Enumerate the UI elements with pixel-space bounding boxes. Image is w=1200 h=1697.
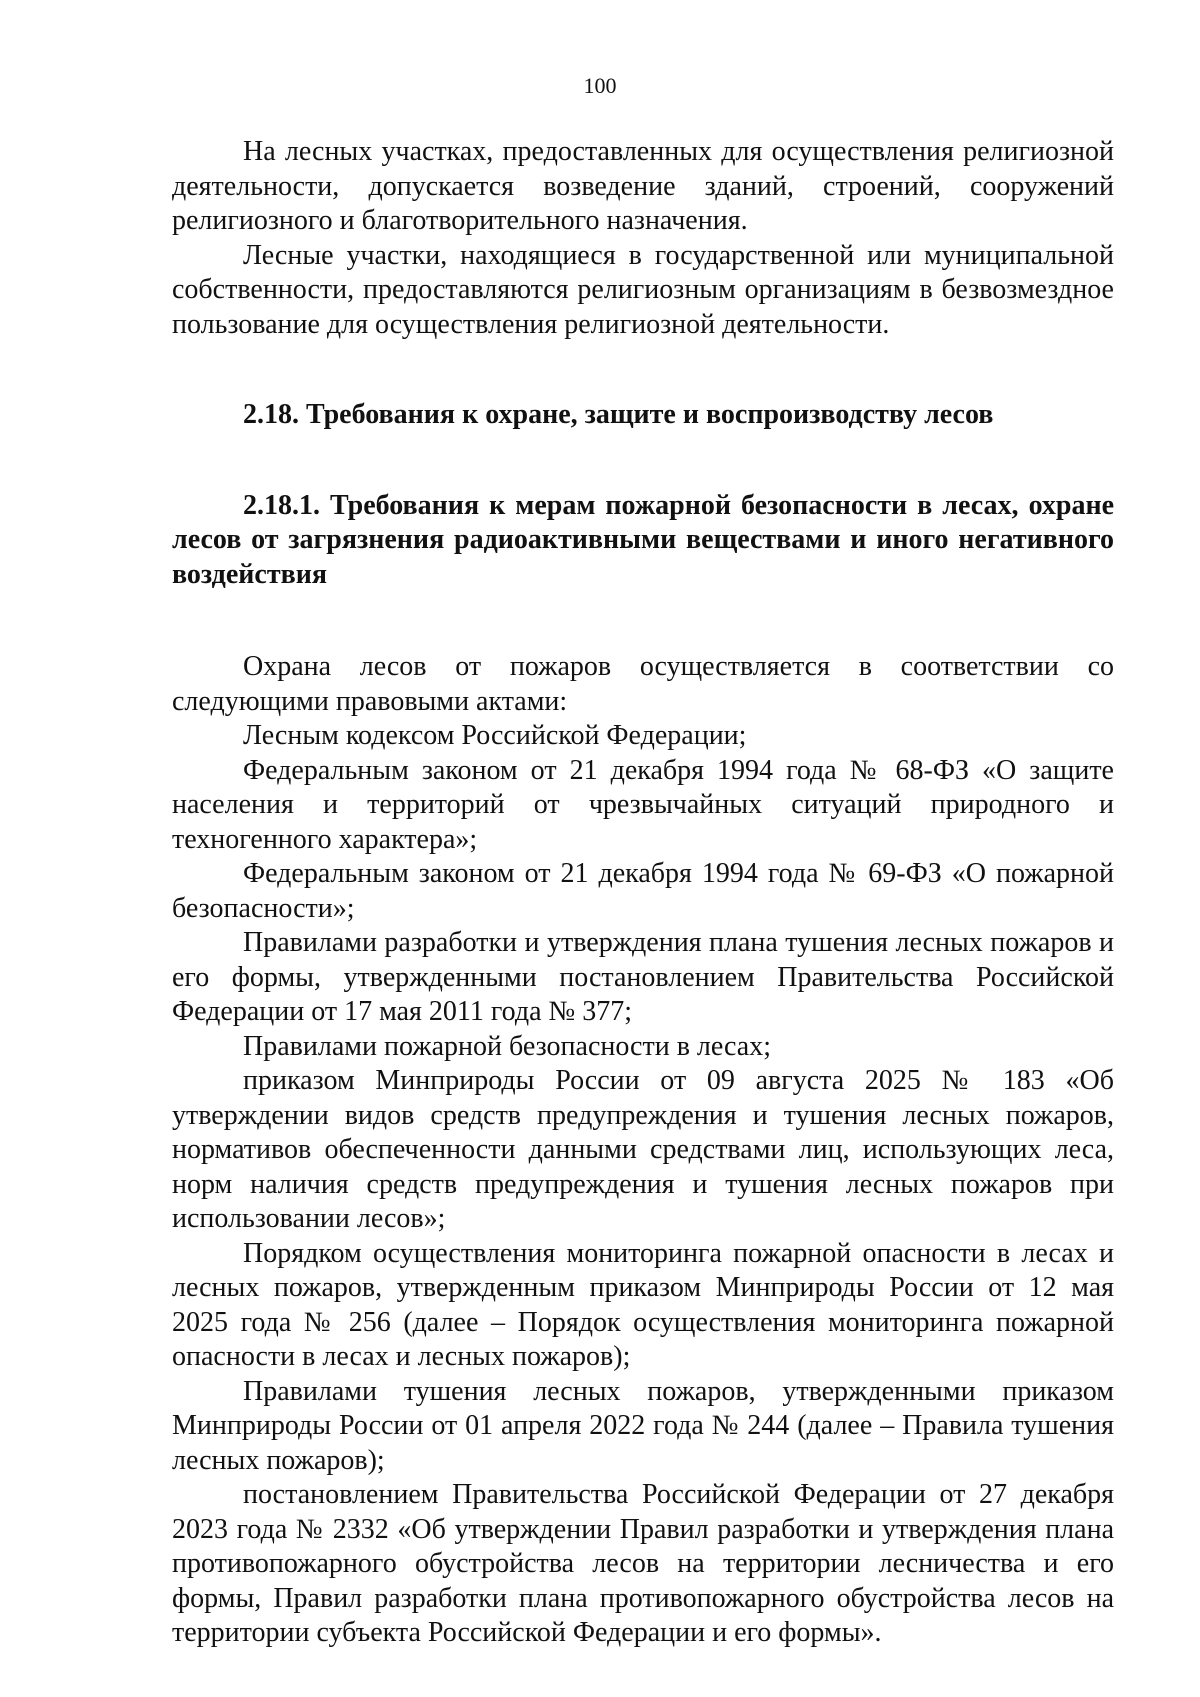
page-number: 100 [583,73,617,98]
list-item-firefighting-rules-244: Правилами тушения лесных пожаров, утвержденными приказом Минприроды России от 01 апреля 2022 года № 244 (далее – Правила тушения лесных пожаров); [172,1375,1114,1476]
paragraph-fire-protection-intro: Охрана лесов от пожаров осуществляется в соответствии со следующими правовыми актами: [172,651,1114,717]
document-body [172,135,1114,1651]
list-item-law-68fz: Федеральным законом от 21 декабря 1994 года № 68-ФЗ «О защите населения и территорий от чрезвычайных ситуаций природного и техногенного характера»; [172,754,1114,855]
paragraph-religious-buildings: На лесных участках, предоставленных для осуществления религиозной деятельности, допускается возведение зданий, строений, сооружений религиозного и благотворительного назначения. [172,136,1114,236]
list-item-fire-safety-rules: Правилами пожарной безопасности в лесах; [243,1030,771,1062]
subsection-heading: 2.18.1. Требования к мерам пожарной безопасности в лесах, охране лесов от загрязнения радиоактивными веществами и иного негативного воздействия [172,489,1114,590]
section-heading: 2.18. Требования к охране, защите и воспроизводству лесов [243,399,994,430]
list-item-plan-rules-377: Правилами разработки и утверждения плана тушения лесных пожаров и его формы, утвержденными постановлением Правительства Российской Федерации от 17 мая 2011 года № 377; [172,927,1114,1027]
list-item-forest-code: Лесным кодексом Российской Федерации; [243,720,747,751]
list-item-resolution-2332: постановлением Правительства Российской Федерации от 27 декабря 2023 года № 2332 «Об утверждении Правил разработки и утверждения плана противопожарного обустройства лесов на территории лесничества и его формы, Правил разработки плана противопожарного обустройства лесов на территории субъекта Российской Федерации и его формы». [172,1479,1114,1648]
list-item-order-183: приказом Минприроды России от 09 августа 2025 № 183 «Об утверждении видов средств предупреждения и тушения лесных пожаров, нормативов обеспеченности данными средствами лиц, использующих леса, норм наличия средств предупреждения и тушения лесных пожаров при использовании лесов»; [172,1065,1114,1234]
paragraph-religious-land-use: Лесные участки, находящиеся в государственной или муниципальной собственности, предоставляются религиозным организациям в безвозмездное пользование для осуществления религиозной деятельности. [172,239,1114,340]
list-item-monitoring-order-256: Порядком осуществления мониторинга пожарной опасности в лесах и лесных пожаров, утвержденным приказом Минприроды России от 12 мая 2025 года № 256 (далее – Порядок осуществления мониторинга пожарной опасности в лесах и лесных пожаров); [172,1237,1114,1372]
list-item-law-69fz: Федеральным законом от 21 декабря 1994 года № 69-ФЗ «О пожарной безопасности»; [172,858,1114,924]
